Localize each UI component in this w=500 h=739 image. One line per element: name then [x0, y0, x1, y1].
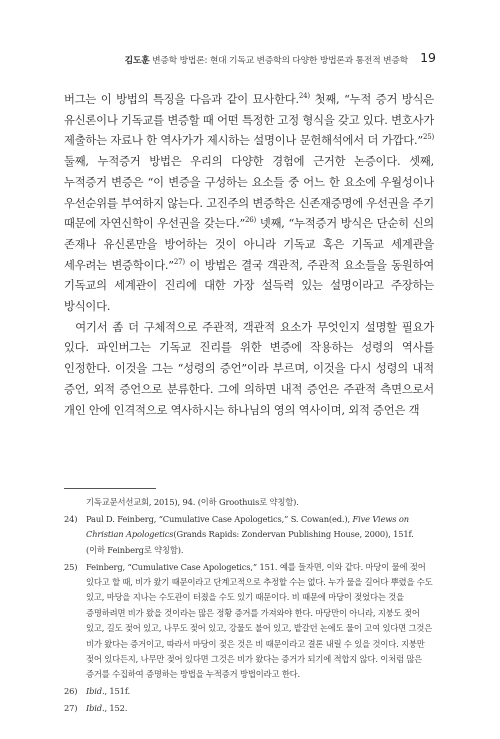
footnote-text: Paul D. Feinberg, “Cumulative Case Apologetics,” S. Cowan(ed.),: [86, 513, 353, 524]
book-title: Five Views on Christian Apologetics: [86, 513, 409, 540]
footnote-number: 26): [64, 686, 78, 697]
footnotes: [64, 495, 434, 718]
footnote-number: 27): [64, 703, 78, 714]
footnote-25: [64, 560, 434, 683]
ibid-label: Ibid.: [86, 686, 105, 697]
footnote-ref-27[interactable]: 27): [173, 257, 185, 266]
footnote-26: [64, 684, 434, 699]
footnote-text: , 152.: [104, 703, 128, 714]
sentence-4: 넷째, “누적증거 방식은 단순히 신의 존재나 유신론만을 방어하는 것이 아니라 기독교 혹은 기독교 세계관을 세우려는 변증학이다.”: [64, 217, 434, 272]
footnote-24: [64, 512, 434, 558]
running-head: [125, 53, 408, 66]
body-text: [64, 90, 434, 421]
footnote-ref-25[interactable]: 25): [422, 133, 434, 142]
footnote-27: [64, 701, 434, 716]
sentence-3: 둘째, 누적증거 방법은 우리의 다양한 경험에 근거한 논증이다. 셋째, 누적증거 변증은 “이 변증을 구성하는 요소들 중 어느 한 요소에 우월성이나 우선순위를 부여하지 않는다. 고진주의 변증학은 신존재증명에 우선권을 주기 때문에 자연신학이 우선권을 갖는다.”: [64, 155, 434, 231]
footnote-text: Feinberg, “Cumulative Case Apologetics,” 151. 예를 들자면, 이와 같다. 마당이 물에 젖어 있다고 할 때, 비가 왔기 때문이라고 단계고적으로 추정할 수는 없다. 누가 물을 길어다 뿌렸을 수도 있고, 마당을 지나는 수도관이 터졌을 수도 있기 때문이다. 비 때문에 마당이 젖었다는 것을 증명하려면 비가 왔을 것이라는 많은 정황 증거를 가져와야 한다. 마당만이 아니라, 지붕도 젖어 있고, 길도 젖어 있고, 나무도 젖어 있고, 강물도 불어 있고, 밭갈던 논에도 물이 고여 있다면 그것은 비가 왔다는 증거이고, 따라서 마당이 젖은 것은 비 때문이라고 결론 내릴 수 있을 것이다. 지붕만 젖어 있다든지, 나무만 젖어 있다면 그것은 비가 왔다는 증거가 되기에 적합지 않다. 이처럼 많은 증거를 수집하여 증명하는 방법을 누적증거 방법이라고 한다.: [86, 561, 433, 680]
running-head-author: 김도훈: [124, 56, 150, 66]
sentence-2: 첫째, “누적 증거 방식은 유신론이나 기독교를 변증할 때 어떤 특정한 고정 형식을 갖고 있다. 변호사가 제출하는 자료나 한 역사가가 제시하는 설명이나 문헌해석에서 더 가깝다.”: [64, 93, 434, 148]
body-paragraph-1: [64, 90, 434, 318]
footnote-continuation: 기독교문서선교회, 2015), 94. (이하 Groothuis로 약칭함).: [86, 497, 299, 507]
sentence-5: 이 방법은 결국 객관적, 주관적 요소들을 동원하여 기독교의 세계관이 진리에 대한 가장 설득력 있는 설명이라고 주장하는 방식이다.: [64, 258, 434, 314]
running-head-title: 변증학 방법론: 현대 기독교 변증학의 다양한 방법론과 통전적 변증학: [152, 56, 408, 66]
ibid-label: Ibid.: [86, 703, 105, 714]
footnote-number: 25): [64, 561, 78, 572]
footnote-text: (Grands Rapids: Zondervan Publishing House, 2000), 151f. (이하 Feinberg로 약칭함).: [86, 529, 414, 555]
page-number: 19: [420, 50, 436, 65]
footnote-divider: [64, 488, 156, 489]
footnote-number: 24): [64, 513, 78, 524]
sentence-1: 버그는 이 방법의 특징을 다음과 같이 묘사한다.: [64, 93, 299, 106]
footnote-text: , 151f.: [104, 686, 130, 697]
footnote-ref-24[interactable]: 24): [298, 92, 310, 101]
footnote-ref-26[interactable]: 26): [245, 216, 257, 225]
page-header: [0, 50, 500, 68]
body-paragraph-2: 여기서 좀 더 구체적으로 주관적, 객관적 요소가 무엇인지 설명할 필요가 있다. 파인버그는 기독교 진리를 위한 변증에 작용하는 성령의 역사를 인정한다. 이것을 그는 “성령의 증언”이라 부르며, 이것을 다시 성령의 내적 증언, 외적 증언으로 분류한다. 그에 의하면 내적 증언은 주관적 측면으로서 개인 안에 인격적으로 역사하시는 하나님의 영의 역사이며, 외적 증언은 객: [64, 320, 434, 417]
